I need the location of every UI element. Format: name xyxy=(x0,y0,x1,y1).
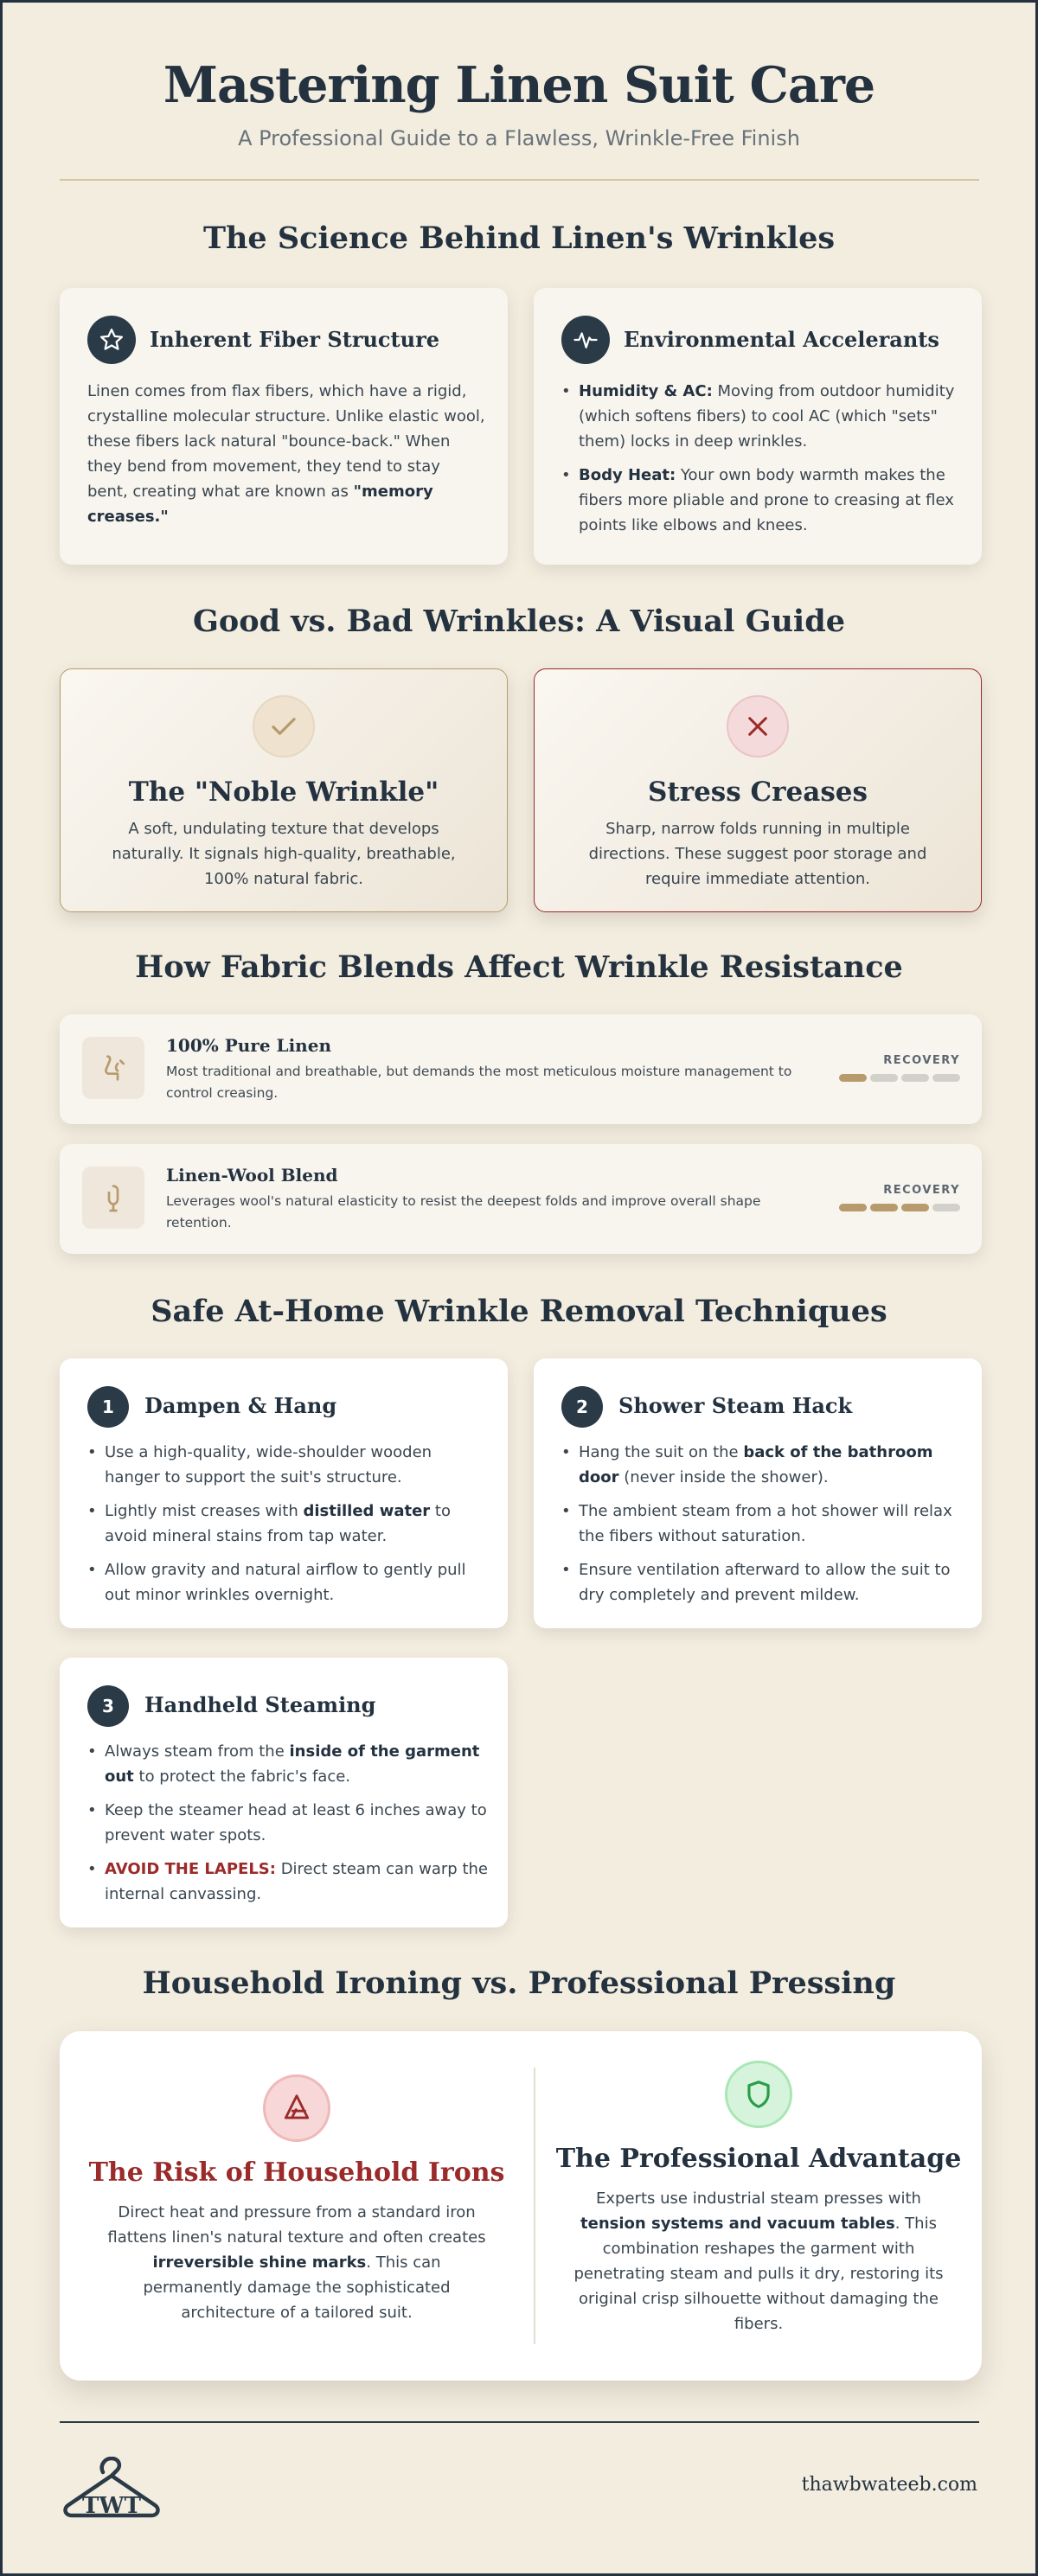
iron-warning-icon xyxy=(263,2074,330,2142)
item-text: Hang the suit on the xyxy=(579,1443,744,1461)
fiber-structure-card xyxy=(60,288,508,565)
noble-wrinkle-text: A soft, undulating texture that develops naturally. It signals high-quality, breathable, 100% natural fabric. xyxy=(112,820,456,888)
risk-text-c: . This can permanently damage the sophisticated architecture of a tailored suit. xyxy=(143,2253,451,2322)
step-number: 1 xyxy=(87,1386,129,1428)
technique-title: Handheld Steaming xyxy=(144,1692,376,1717)
check-icon xyxy=(253,695,315,757)
risk-title: The Risk of Household Irons xyxy=(88,2157,505,2188)
item-text: Use a high-quality, wide-shoulder wooden hanger to support the suit's structure. xyxy=(105,1443,432,1486)
list-item xyxy=(558,1440,964,1490)
shield-icon xyxy=(725,2061,792,2128)
visual-section-title: Good vs. Bad Wrinkles: A Visual Guide xyxy=(193,604,845,639)
blend-row xyxy=(60,1014,982,1124)
fiber-card-text xyxy=(87,379,485,529)
risk-column xyxy=(60,2031,534,2325)
footer-divider xyxy=(60,2421,979,2423)
recovery-bar xyxy=(901,1204,929,1211)
list-item xyxy=(84,1557,490,1608)
risk-text xyxy=(102,2200,491,2325)
item-bold: inside of the garment out xyxy=(105,1742,480,1786)
item-text: (never inside the shower). xyxy=(618,1468,829,1486)
recovery-meter xyxy=(839,1074,960,1082)
recovery-label: RECOVERY xyxy=(883,1054,960,1067)
item-bold: back of the bathroom door xyxy=(579,1443,933,1486)
fiber-bold: "memory creases." xyxy=(87,483,433,526)
list-item xyxy=(558,379,964,454)
risk-bold: irreversible shine marks xyxy=(152,2253,367,2272)
blend-name: Linen-Wool Blend xyxy=(166,1165,338,1186)
science-section-title: The Science Behind Linen's Wrinkles xyxy=(202,221,836,256)
list-item xyxy=(84,1739,490,1789)
pro-column xyxy=(535,2031,982,2336)
warning-text: Direct steam can warp the internal canvassing. xyxy=(105,1860,488,1903)
recovery-bar xyxy=(870,1074,898,1082)
noble-wrinkle-card xyxy=(60,668,508,912)
pro-text-a: Experts use industrial steam presses with xyxy=(596,2189,921,2208)
hanger-icon xyxy=(82,1037,144,1099)
item-text: to avoid mineral stains from tap water. xyxy=(105,1502,451,1545)
item-text: to protect the fabric's face. xyxy=(133,1767,351,1786)
pro-text xyxy=(568,2186,949,2336)
techniques-section-title: Safe At-Home Wrinkle Removal Techniques xyxy=(151,1294,887,1329)
blends-section-title: How Fabric Blends Affect Wrinkle Resistance xyxy=(135,949,903,985)
env-item-text: Moving from outdoor humidity (which softens fibers) to cool AC (which "sets" them) locks in deep wrinkles. xyxy=(579,382,955,451)
list-item xyxy=(84,1499,490,1549)
blend-row xyxy=(60,1144,982,1254)
item-text: Keep the steamer head at least 6 inches away to prevent water spots. xyxy=(105,1801,487,1844)
stress-creases-text: Sharp, narrow folds running in multiple directions. These suggest poor storage and require immediate attention. xyxy=(588,820,927,888)
recovery-bar xyxy=(870,1204,898,1211)
technique-card-3 xyxy=(60,1658,508,1927)
recovery-bar xyxy=(839,1074,867,1082)
recovery-label: RECOVERY xyxy=(883,1184,960,1197)
fiber-text: Linen comes from flax fibers, which have a rigid, crystalline molecular structure. Unlike elastic wool, these fibers lack natural "bounce-back." When they bend from movement, they tend to stay bent, creating what are known as xyxy=(87,382,485,501)
recovery-meter xyxy=(839,1204,960,1211)
technique-list xyxy=(84,1440,490,1616)
header-divider xyxy=(60,179,979,181)
logo-text: TWT xyxy=(82,2493,141,2519)
recovery-bar xyxy=(932,1204,960,1211)
ironing-section-title: Household Ironing vs. Professional Pressing xyxy=(142,1966,896,2001)
blend-name: 100% Pure Linen xyxy=(166,1035,331,1056)
blend-desc: Leverages wool's natural elasticity to resist the deepest folds and improve overall shape retention. xyxy=(166,1193,761,1230)
page-subtitle: A Professional Guide to a Flawless, Wrinkle-Free Finish xyxy=(238,126,800,150)
ironing-comparison-card xyxy=(60,2031,982,2381)
item-text: Ensure ventilation afterward to allow the suit to dry completely and prevent mildew. xyxy=(579,1561,951,1604)
technique-list xyxy=(84,1739,490,1915)
env-list xyxy=(558,379,964,547)
recovery-bar xyxy=(839,1204,867,1211)
technique-title: Shower Steam Hack xyxy=(618,1393,853,1418)
pro-text-c: . This combination reshapes the garment with penetrating steam and pulls it dry, restoring its original crisp silhouette without damaging the fibers. xyxy=(573,2215,944,2333)
list-item xyxy=(84,1440,490,1490)
header xyxy=(3,3,1035,150)
env-card-title: Environmental Accelerants xyxy=(624,327,939,352)
risk-text-a: Direct heat and pressure from a standard iron flattens linen's natural texture and often creates xyxy=(107,2203,486,2247)
technique-title: Dampen & Hang xyxy=(144,1393,337,1418)
item-text: Lightly mist creases with xyxy=(105,1502,304,1520)
env-item-text: Your own body warmth makes the fibers more pliable and prone to creasing at flex points like elbows and knees. xyxy=(579,466,954,534)
x-icon xyxy=(727,695,789,757)
page-title: Mastering Linen Suit Care xyxy=(163,56,875,114)
technique-card-2 xyxy=(534,1358,982,1628)
env-item-bold: Humidity & AC: xyxy=(579,382,713,400)
technique-card-1 xyxy=(60,1358,508,1628)
fiber-card-title: Inherent Fiber Structure xyxy=(150,327,439,352)
list-item xyxy=(558,1499,964,1549)
warning-item xyxy=(84,1857,490,1907)
item-text: The ambient steam from a hot shower will relax the fibers without saturation. xyxy=(579,1502,952,1545)
list-item xyxy=(558,463,964,538)
env-item-bold: Body Heat: xyxy=(579,466,676,484)
step-number: 2 xyxy=(561,1386,603,1428)
site-url[interactable]: thawbwateeb.com xyxy=(801,2474,977,2496)
star-icon xyxy=(87,316,136,364)
stress-creases-title: Stress Creases xyxy=(648,777,868,808)
list-item xyxy=(558,1557,964,1608)
environment-card xyxy=(534,288,982,565)
list-item xyxy=(84,1798,490,1848)
stress-creases-card xyxy=(534,668,982,912)
recovery-bar xyxy=(932,1074,960,1082)
item-text: Always steam from the xyxy=(105,1742,290,1761)
noble-wrinkle-title: The "Noble Wrinkle" xyxy=(128,777,439,808)
technique-list xyxy=(558,1440,964,1616)
warning-label: AVOID THE LAPELS: xyxy=(105,1860,276,1878)
item-text: Allow gravity and natural airflow to gently pull out minor wrinkles overnight. xyxy=(105,1561,466,1604)
pro-title: The Professional Advantage xyxy=(555,2144,962,2174)
pulse-icon xyxy=(561,316,610,364)
page xyxy=(3,3,1035,2573)
thread-icon xyxy=(82,1167,144,1229)
step-number: 3 xyxy=(87,1685,129,1727)
recovery-bar xyxy=(901,1074,929,1082)
brand-logo xyxy=(60,2457,163,2517)
pro-bold: tension systems and vacuum tables xyxy=(580,2215,895,2233)
item-bold: distilled water xyxy=(303,1502,431,1520)
blend-desc: Most traditional and breathable, but demands the most meticulous moisture management to control creasing. xyxy=(166,1064,792,1101)
